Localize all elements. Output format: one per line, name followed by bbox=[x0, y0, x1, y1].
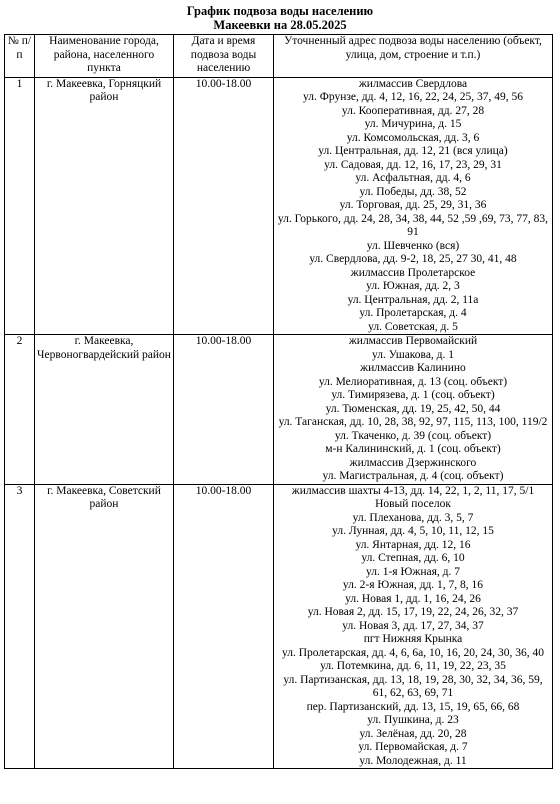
row-num-cell: 3 bbox=[5, 484, 35, 769]
header-num: № п/п bbox=[5, 35, 35, 78]
address-line: ул. Кооперативная, дд. 27, 28 bbox=[341, 104, 485, 117]
header-location: Наименование города, района, населенного пункта bbox=[35, 35, 174, 78]
address-line: ул. Новая 2, дд. 15, 17, 19, 22, 24, 26, 32, 37 bbox=[307, 606, 519, 618]
address-line: ул. Мичурина, д. 15 bbox=[364, 118, 462, 130]
row-location-cell: г. Макеевка, Червоногвардейский район bbox=[35, 335, 174, 485]
address-line: жилмассив Свердлова bbox=[358, 77, 468, 90]
address-line: ул. Ушакова, д. 1 bbox=[371, 348, 455, 361]
address-line: ул. 2-я Южная, дд. 1, 7, 8, 16 bbox=[342, 579, 484, 591]
address-line: ул. Шевченко (вся) bbox=[366, 239, 460, 252]
row-time-cell: 10.00-18.00 bbox=[174, 77, 274, 335]
address-line: жилмассив Калинино bbox=[360, 362, 466, 374]
address-line: ул. Тюменская, дд. 19, 25, 42, 50, 44 bbox=[325, 402, 501, 415]
address-line: ул. Степная, дд. 6, 10 bbox=[361, 552, 465, 564]
address-line: ул. Первомайская, д. 7 bbox=[358, 741, 468, 753]
address-line: ул. Молодежная, д. 11 bbox=[359, 754, 467, 767]
row-location-cell: г. Макеевка, Горняцкий район bbox=[35, 77, 174, 335]
address-line: ул. Центральная, дд. 2, 11а bbox=[347, 293, 479, 306]
row-address-cell bbox=[274, 77, 553, 335]
row-address-cell bbox=[274, 335, 553, 485]
address-line: ул. Торговая, дд. 25, 29, 31, 36 bbox=[339, 199, 487, 211]
row-address-cell bbox=[274, 484, 553, 769]
address-line: ул. Магистральная, д. 4 (соц. объект) bbox=[322, 470, 504, 482]
address-line: жилмассив Дзержинского bbox=[349, 456, 477, 469]
address-line: ул. Победы, дд. 38, 52 bbox=[359, 185, 467, 198]
address-line: ул. Янтарная, дд. 12, 16 bbox=[355, 538, 471, 551]
address-line: ул. Садовая, дд. 12, 16, 17, 23, 29, 31 bbox=[324, 158, 502, 171]
address-line: ул. Центральная, дд. 12, 21 (вся улица) bbox=[318, 145, 508, 157]
table-row bbox=[5, 335, 553, 485]
address-line: ул. Южная, дд. 2, 3 bbox=[366, 280, 460, 292]
address-line: ул. Мелиоративная, д. 13 (соц. объект) bbox=[318, 375, 508, 388]
address-line: ул. Таганская, дд. 10, 28, 38, 92, 97, 115, 113, 100, 119/2 bbox=[278, 416, 548, 428]
table-body bbox=[5, 77, 553, 769]
address-line: ул. Зелёная, дд. 20, 28 bbox=[359, 727, 467, 740]
address-line: ул. Фрунзе, дд. 4, 12, 16, 22, 24, 25, 37, 49, 56 bbox=[303, 91, 523, 103]
address-line: ул. Тимирязева, д. 1 (соц. объект) bbox=[331, 389, 495, 401]
table-row bbox=[5, 484, 553, 769]
table-header-row bbox=[5, 35, 553, 78]
address-line: Новый поселок bbox=[375, 498, 451, 510]
address-line: ул. Плеханова, дд. 3, 5, 7 bbox=[352, 511, 474, 524]
address-line: м-н Калининский, д. 1 (соц. объект) bbox=[325, 443, 501, 455]
address-line: пер. Партизанский, дд. 13, 15, 19, 65, 66, 68 bbox=[306, 700, 520, 713]
address-line: ул. Ткаченко, д. 39 (соц. объект) bbox=[334, 429, 492, 442]
address-line: жилмассив шахты 4-13, дд. 14, 22, 1, 2, 11, 17, 5/1 bbox=[291, 484, 535, 497]
address-line: ул. 1-я Южная, д. 7 bbox=[365, 565, 461, 578]
address-line: ул. Партизанская, дд. 13, 18, 19, 28, 30, 32, 34, 36, 59, 61, 62, 63, 69, 71 bbox=[283, 673, 543, 699]
row-time-cell: 10.00-18.00 bbox=[174, 484, 274, 769]
address-line: ул. Советская, д. 5 bbox=[368, 320, 458, 333]
title-line-2: Макеевки на 28.05.2025 bbox=[213, 18, 347, 32]
header-time: Дата и время подвоза воды населению bbox=[174, 35, 274, 78]
address-line: пгт Нижняя Крынка bbox=[363, 633, 463, 645]
address-line: жилмассив Первомайский bbox=[348, 335, 478, 347]
row-time-cell: 10.00-18.00 bbox=[174, 335, 274, 485]
address-line: ул. Пролетарская, д. 4 bbox=[359, 307, 467, 319]
address-line: ул. Горького, дд. 24, 28, 34, 38, 44, 52 ,59 ,69, 73, 77, 83, 91 bbox=[277, 212, 549, 238]
row-location-cell: г. Макеевка, Советский район bbox=[35, 484, 174, 769]
document-title bbox=[0, 0, 560, 32]
header-address: Уточненный адрес подвоза воды населению (объект, улица, дом, строение и т.п.) bbox=[274, 35, 553, 78]
water-schedule-table bbox=[4, 34, 553, 769]
address-line: ул. Пролетарская, дд. 4, 6, 6а, 10, 16, 20, 24, 30, 36, 40 bbox=[282, 646, 544, 659]
address-line: ул. Свердлова, дд. 9-2, 18, 25, 27 30, 41, 48 bbox=[309, 253, 517, 265]
address-line: ул. Потемкина, дд. 6, 11, 19, 22, 23, 35 bbox=[320, 660, 506, 672]
table-row bbox=[5, 77, 553, 335]
row-num-cell: 1 bbox=[5, 77, 35, 335]
address-line: ул. Лунная, дд. 4, 5, 10, 11, 12, 15 bbox=[332, 525, 494, 537]
title-line-1: График подвоза воды населению bbox=[186, 4, 374, 18]
address-line: ул. Пушкина, д. 23 bbox=[367, 714, 459, 726]
address-line: ул. Новая 3, дд. 17, 27, 34, 37 bbox=[342, 619, 484, 632]
address-line: жилмассив Пролетарское bbox=[350, 266, 476, 279]
row-num-cell: 2 bbox=[5, 335, 35, 485]
address-line: ул. Комсомольская, дд. 3, 6 bbox=[346, 131, 480, 144]
address-line: ул. Новая 1, дд. 1, 16, 24, 26 bbox=[345, 592, 481, 605]
address-line: ул. Асфальтная, дд. 4, 6 bbox=[355, 172, 471, 184]
